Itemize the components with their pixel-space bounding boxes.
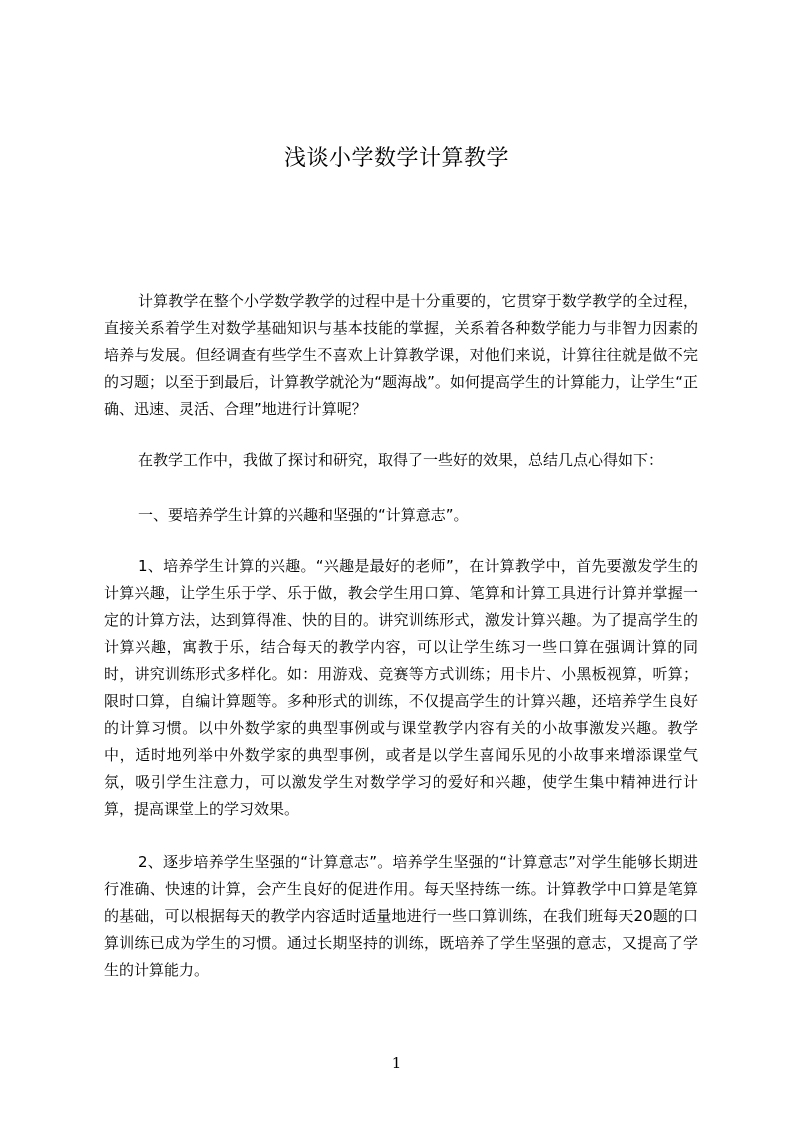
paragraph-summary: 在教学工作中，我做了探讨和研究，取得了一些好的效果，总结几点心得如下：	[138, 451, 664, 469]
paragraph-intro: 计算教学在整个小学数学教学的过程中是十分重要的，它贯穿于数学教学的全过程，直接关系着学生对数学基础知识与基本技能的掌握，关系着各种数学能力与非智力因素的培养与发展。但经调查有些学生不喜欢上计算教学课，对他们来说，计算往往就是做不完的习题；以至于到最后，计算教学就沦为“题海战”。如何提高学生的计算能力，让学生“正确、迅速、灵活、合理”地进行计算呢？	[104, 292, 698, 418]
paragraph-interest: 1、培养学生计算的兴趣。“兴趣是最好的老师”，在计算教学中，首先要激发学生的计算兴趣，让学生乐于学、乐于做，教会学生用口算、笔算和计算工具进行计算并掌握一定的计算方法，达到算得准、快的目的。讲究训练形式，激发计算兴趣。为了提高学生的计算兴趣，寓教于乐，结合每天的教学内容，可以让学生练习一些口算在强调计算的同时，讲究训练形式多样化。如：用游戏、竞赛等方式训练；用卡片、小黑板视算，听算；限时口算，自编计算题等。多种形式的训练，不仅提高学生的计算兴趣，还培养学生良好的计算习惯。以中外数学家的典型事例或与课堂教学内容有关的小故事激发兴趣。教学中，适时地列举中外数学家的典型事例，或者是以学生喜闻乐见的小故事来增添课堂气氛，吸引学生注意力，可以激发学生对数学学习的爱好和兴趣，使学生集中精神进行计算，提高课堂上的学习效果。	[104, 557, 698, 818]
page-number: 1	[391, 1054, 402, 1072]
section-heading-1: 一、要培养学生计算的兴趣和坚强的“计算意志”。	[138, 506, 469, 524]
document-title: 浅谈小学数学计算教学	[283, 146, 509, 171]
paragraph-will: 2、逐步培养学生坚强的“计算意志”。培养学生坚强的“计算意志”对学生能够长期进行准确、快速的计算，会产生良好的促进作用。每天坚持练一练。计算教学中口算是笔算的基础，可以根据每天的教学内容适时适量地进行一些口算训练，在我们班每天20题的口算训练已成为学生的习惯。通过长期坚持的训练，既培养了学生坚强的意志，又提高了学生的计算能力。	[104, 853, 698, 979]
